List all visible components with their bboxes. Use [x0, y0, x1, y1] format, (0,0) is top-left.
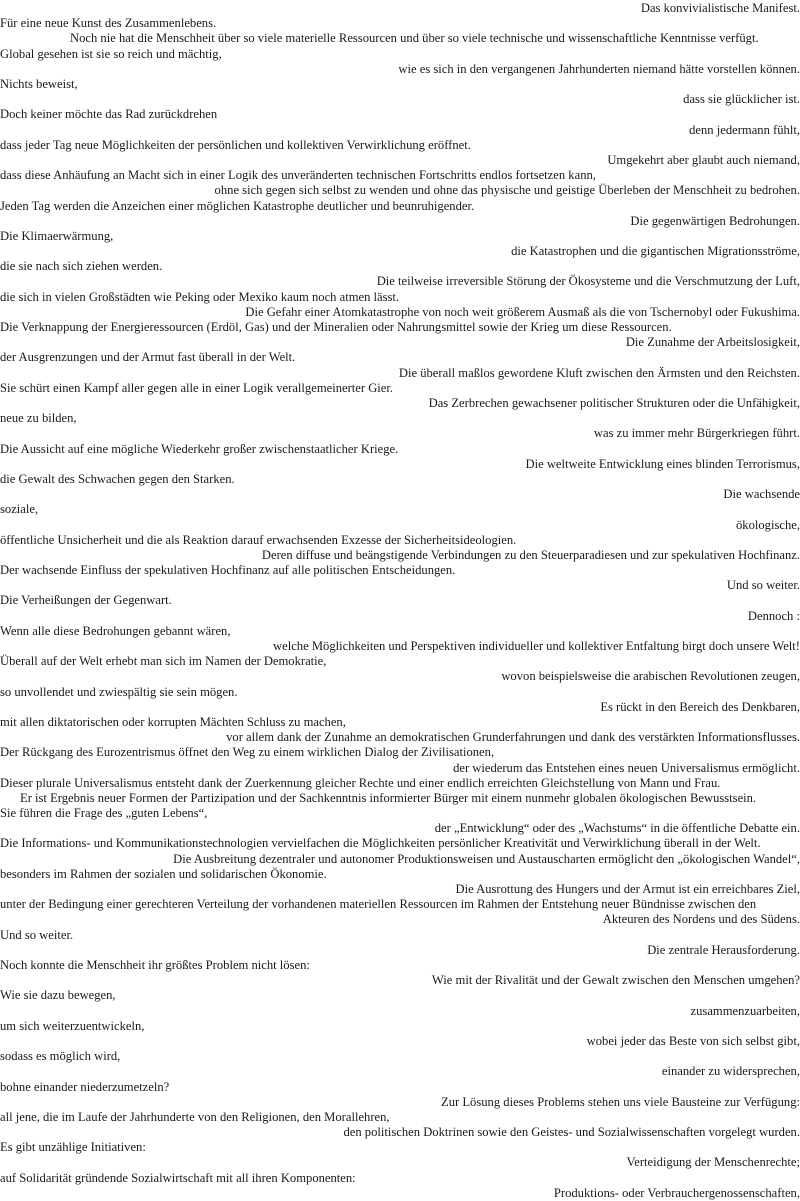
text-line: Die Verheißungen der Gegenwart. — [0, 593, 172, 608]
text-line: ohne sich gegen sich selbst zu wenden und ohne das physische und geistige Überleben der Menschheit zu bedrohen. — [214, 183, 800, 198]
text-line: Nichts beweist, — [0, 77, 78, 91]
text-line: Es gibt unzählige Initiativen: — [0, 1140, 146, 1155]
text-line: Und so weiter. — [726, 578, 800, 593]
text-line: die Gewalt des Schwachen gegen den Starken. — [0, 471, 235, 486]
text-line: Sie schürt einen Kampf aller gegen alle in einer Logik verallgemeinerter Gier. — [0, 380, 394, 395]
text-line: Doch keiner möchte das Rad zurückdrehen — [0, 107, 218, 122]
text-line: Die Verknappung der Energieressourcen (Erdöl, Gas) und der Mineralien oder Nahrungsmittel sowie der Krieg um diese Ressourcen. — [0, 320, 672, 334]
text-line: Dennoch : — [747, 608, 800, 623]
text-line: Wenn alle diese Bedrohungen gebannt wären, — [0, 623, 231, 638]
text-line: unter der Bedingung einer gerechteren Verteilung der vorhandenen materiellen Ressourcen im Rahmen der Entstehung neuer Bündnisse zwischen den — [0, 897, 757, 912]
text-line: Er ist Ergebnis neuer Formen der Partizipation und der Sachkenntnis informierter Bürger mit einem nunmehr globalen ökologischen Bewusstsein. — [20, 790, 757, 805]
text-line: wie es sich in den vergangenen Jahrhunderten niemand hätte vorstellen können. — [398, 61, 800, 76]
text-line: die sie nach sich ziehen werden. — [0, 259, 163, 274]
text-line: Das konvivialistische Manifest. — [640, 1, 800, 15]
text-line: denn jedermann fühlt, — [689, 122, 800, 137]
text-line: einander zu widersprechen, — [661, 1064, 800, 1079]
text-line: Dieser plurale Universalismus entsteht dank der Zuerkennung gleicher Rechte und einer endlich erreichten Gleichstellung von Mann und Frau. — [0, 775, 721, 790]
text-line: Das Zerbrechen gewachsener politischer Strukturen oder die Unfähigkeit, — [428, 395, 800, 410]
text-line: so unvollendet und zwiespältig sie sein mögen. — [0, 684, 238, 699]
text-line: Die Zunahme der Arbeitslosigkeit, — [625, 335, 800, 350]
text-line: Zur Lösung dieses Problems stehen uns viele Bausteine zur Verfügung: — [441, 1094, 800, 1109]
text-line: die Katastrophen und die gigantischen Migrationsströme, — [511, 244, 800, 258]
text-line: den politischen Doktrinen sowie den Geistes- und Sozialwissenschaften vorgelegt wurden. — [343, 1125, 800, 1140]
text-line: Die Ausbreitung dezentraler und autonomer Produktionsweisen und Austauscharten ermöglicht den „ökologischen Wandel“, — [173, 851, 800, 866]
text-line: Die weltweite Entwicklung eines blinden Terrorismus, — [525, 456, 800, 471]
text-line: Die Klimaerwärmung, — [0, 228, 114, 243]
text-line: wovon beispielsweise die arabischen Revolutionen zeugen, — [501, 669, 800, 684]
text-line: Die wachsende — [723, 487, 800, 502]
text-line: zusammenzuarbeiten, — [690, 1003, 800, 1018]
text-line: was zu immer mehr Bürgerkriegen führt. — [593, 426, 800, 441]
text-line: dass jeder Tag neue Möglichkeiten der persönlichen und kollektiven Verwirklichung eröffnet. — [0, 137, 471, 152]
text-line: Produktions- oder Verbrauchergenossenschaften, — [553, 1185, 800, 1200]
text-line: ökologische, — [735, 517, 800, 532]
text-line: Noch nie hat die Menschheit über so viele materielle Ressourcen und über so viele technische und wissenschaftliche Kenntnisse verfügt. — [70, 31, 759, 46]
text-line: Wie sie dazu bewegen, — [0, 988, 116, 1003]
text-line: soziale, — [0, 502, 39, 517]
text-line: Die teilweise irreversible Störung der Ökosysteme und die Verschmutzung der Luft, — [376, 274, 800, 289]
text-line: Wie mit der Rivalität und der Gewalt zwischen den Menschen umgehen? — [431, 973, 800, 988]
text-line: Die zentrale Herausforderung. — [647, 942, 800, 957]
text-line: auf Solidarität gründende Sozialwirtschaft mit all ihren Komponenten: — [0, 1170, 356, 1185]
text-line: neue zu bilden, — [0, 411, 77, 426]
text-line: Überall auf der Welt erhebt man sich im Namen der Demokratie, — [0, 654, 327, 669]
text-line: Umgekehrt aber glaubt auch niemand, — [607, 152, 800, 167]
text-line: Der wachsende Einfluss der spekulativen Hochfinanz auf alle politischen Entscheidungen. — [0, 563, 456, 577]
text-line: Global gesehen ist sie so reich und mächtig, — [0, 46, 222, 61]
text-line: der wiederum das Entstehen eines neuen Universalismus ermöglicht. — [453, 760, 800, 775]
text-line: dass sie glücklicher ist. — [683, 92, 800, 107]
text-line: dass diese Anhäufung an Macht sich in einer Logik des unveränderten technischen Fortschritts endlos fortsetzen kann, — [0, 168, 596, 183]
text-line: die sich in vielen Großstädten wie Peking oder Mexiko kaum noch atmen lässt. — [0, 289, 400, 304]
text-line: Die überall maßlos gewordene Kluft zwischen den Ärmsten und den Reichsten. — [398, 365, 800, 380]
text-line: welche Möglichkeiten und Perspektiven individueller und kollektiver Entfaltung birgt doch unsere Welt! — [273, 639, 800, 653]
text-line: sodass es möglich wird, — [0, 1049, 121, 1064]
text-line: Sie führen die Frage des „guten Lebens“, — [0, 806, 208, 821]
text-line: um sich weiterzuentwickeln, — [0, 1018, 145, 1033]
text-line: Die Aussicht auf eine mögliche Wiederkehr großer zwischenstaatlicher Kriege. — [0, 441, 399, 456]
text-line: Der Rückgang des Eurozentrismus öffnet den Weg zu einem wirklichen Dialog der Zivilisationen, — [0, 745, 495, 760]
text-line: öffentliche Unsicherheit und die als Reaktion darauf erwachsenden Exzesse der Sicherheitsideologien. — [0, 532, 517, 547]
text-line: bohne einander niederzumetzeln? — [0, 1079, 170, 1094]
text-line: Akteuren des Nordens und des Südens. — [602, 912, 800, 927]
text-line: Deren diffuse und beängstigende Verbindungen zu den Steuerparadiesen und zur spekulativen Hochfinanz. — [261, 547, 800, 562]
text-line: wobei jeder das Beste von sich selbst gibt, — [586, 1033, 800, 1048]
text-line: Die Ausrottung des Hungers und der Armut ist ein erreichbares Ziel, — [455, 882, 800, 896]
text-line: all jene, die im Laufe der Jahrhunderte von den Religionen, den Morallehren, — [0, 1109, 390, 1124]
text-line: der „Entwicklung“ oder des „Wachstums“ in die öffentliche Debatte ein. — [434, 821, 800, 836]
text-line: vor allem dank der Zunahme an demokratischen Grunderfahrungen und dank des verstärkten Informationsflusses. — [226, 730, 800, 745]
text-line: mit allen diktatorischen oder korrupten Mächten Schluss zu machen, — [0, 714, 346, 729]
text-line: Jeden Tag werden die Anzeichen einer möglichen Katastrophe deutlicher und beunruhigender. — [0, 198, 475, 213]
text-line: Es rückt in den Bereich des Denkbaren, — [600, 699, 800, 714]
text-line: Verteidigung der Menschenrechte; — [626, 1155, 800, 1170]
text-line: Die gegenwärtigen Bedrohungen. — [630, 213, 800, 228]
text-line: Für eine neue Kunst des Zusammenlebens. — [0, 16, 217, 31]
text-line: Und so weiter. — [0, 927, 74, 942]
text-line: besonders im Rahmen der sozialen und solidarischen Ökonomie. — [0, 866, 327, 881]
text-line: Die Gefahr einer Atomkatastrophe von noch weit größerem Ausmaß als die von Tschernobyl oder Fukushima. — [245, 304, 800, 319]
text-line: Die Informations- und Kommunikationstechnologien vervielfachen die Möglichkeiten persönlicher Kreativität und Verwirklichung überall in der Welt. — [0, 836, 761, 851]
text-line: Noch konnte die Menschheit ihr größtes Problem nicht lösen: — [0, 958, 310, 972]
text-line: der Ausgrenzungen und der Armut fast überall in der Welt. — [0, 350, 296, 365]
